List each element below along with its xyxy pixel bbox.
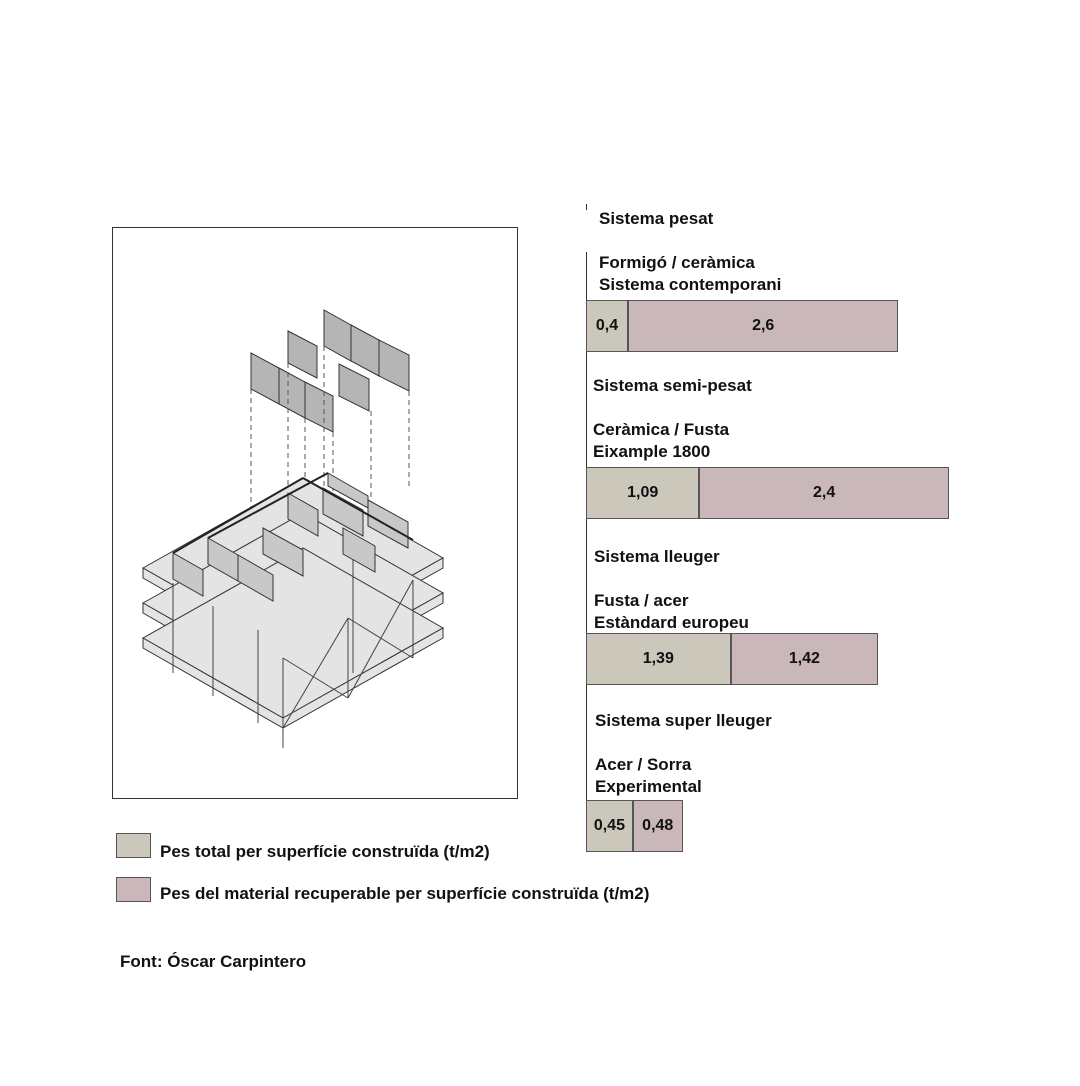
chart-axis-tick [586,204,587,210]
bar-total-super-lleuger: 0,45 [586,800,633,852]
bar-recoverable-pesat: 2,6 [628,300,898,352]
group-title: Sistema lleuger [594,547,720,566]
isometric-building-drawing [113,228,519,800]
group-subtitle: Experimental [595,777,702,796]
group-subtitle: Sistema contemporani [599,275,782,294]
legend-swatch-total [116,833,151,858]
group-subtitle: Fusta / acer [594,591,689,610]
bar-total-lleuger: 1,39 [586,633,731,685]
source-credit: Font: Óscar Carpintero [120,952,307,971]
group-title: Sistema semi-pesat [593,376,752,395]
group-title: Sistema pesat [599,209,714,228]
bar-total-semi-pesat: 1,09 [586,467,699,519]
group-subtitle: Eixample 1800 [593,442,711,461]
legend-label-recoverable: Pes del material recuperable per superfície construïda (t/m2) [160,884,650,903]
group-subtitle: Acer / Sorra [595,755,692,774]
group-subtitle: Ceràmica / Fusta [593,420,730,439]
legend-label-total: Pes total per superfície construïda (t/m2) [160,842,490,861]
group-title: Sistema super lleuger [595,711,772,730]
group-subtitle: Estàndard europeu [594,613,749,632]
bar-recoverable-lleuger: 1,42 [731,633,879,685]
legend-swatch-recoverable [116,877,151,902]
bar-recoverable-super-lleuger: 0,48 [633,800,683,852]
bar-total-pesat: 0,4 [586,300,628,352]
group-subtitle: Formigó / ceràmica [599,253,755,272]
building-illustration-frame [112,227,518,799]
bar-recoverable-semi-pesat: 2,4 [699,467,949,519]
